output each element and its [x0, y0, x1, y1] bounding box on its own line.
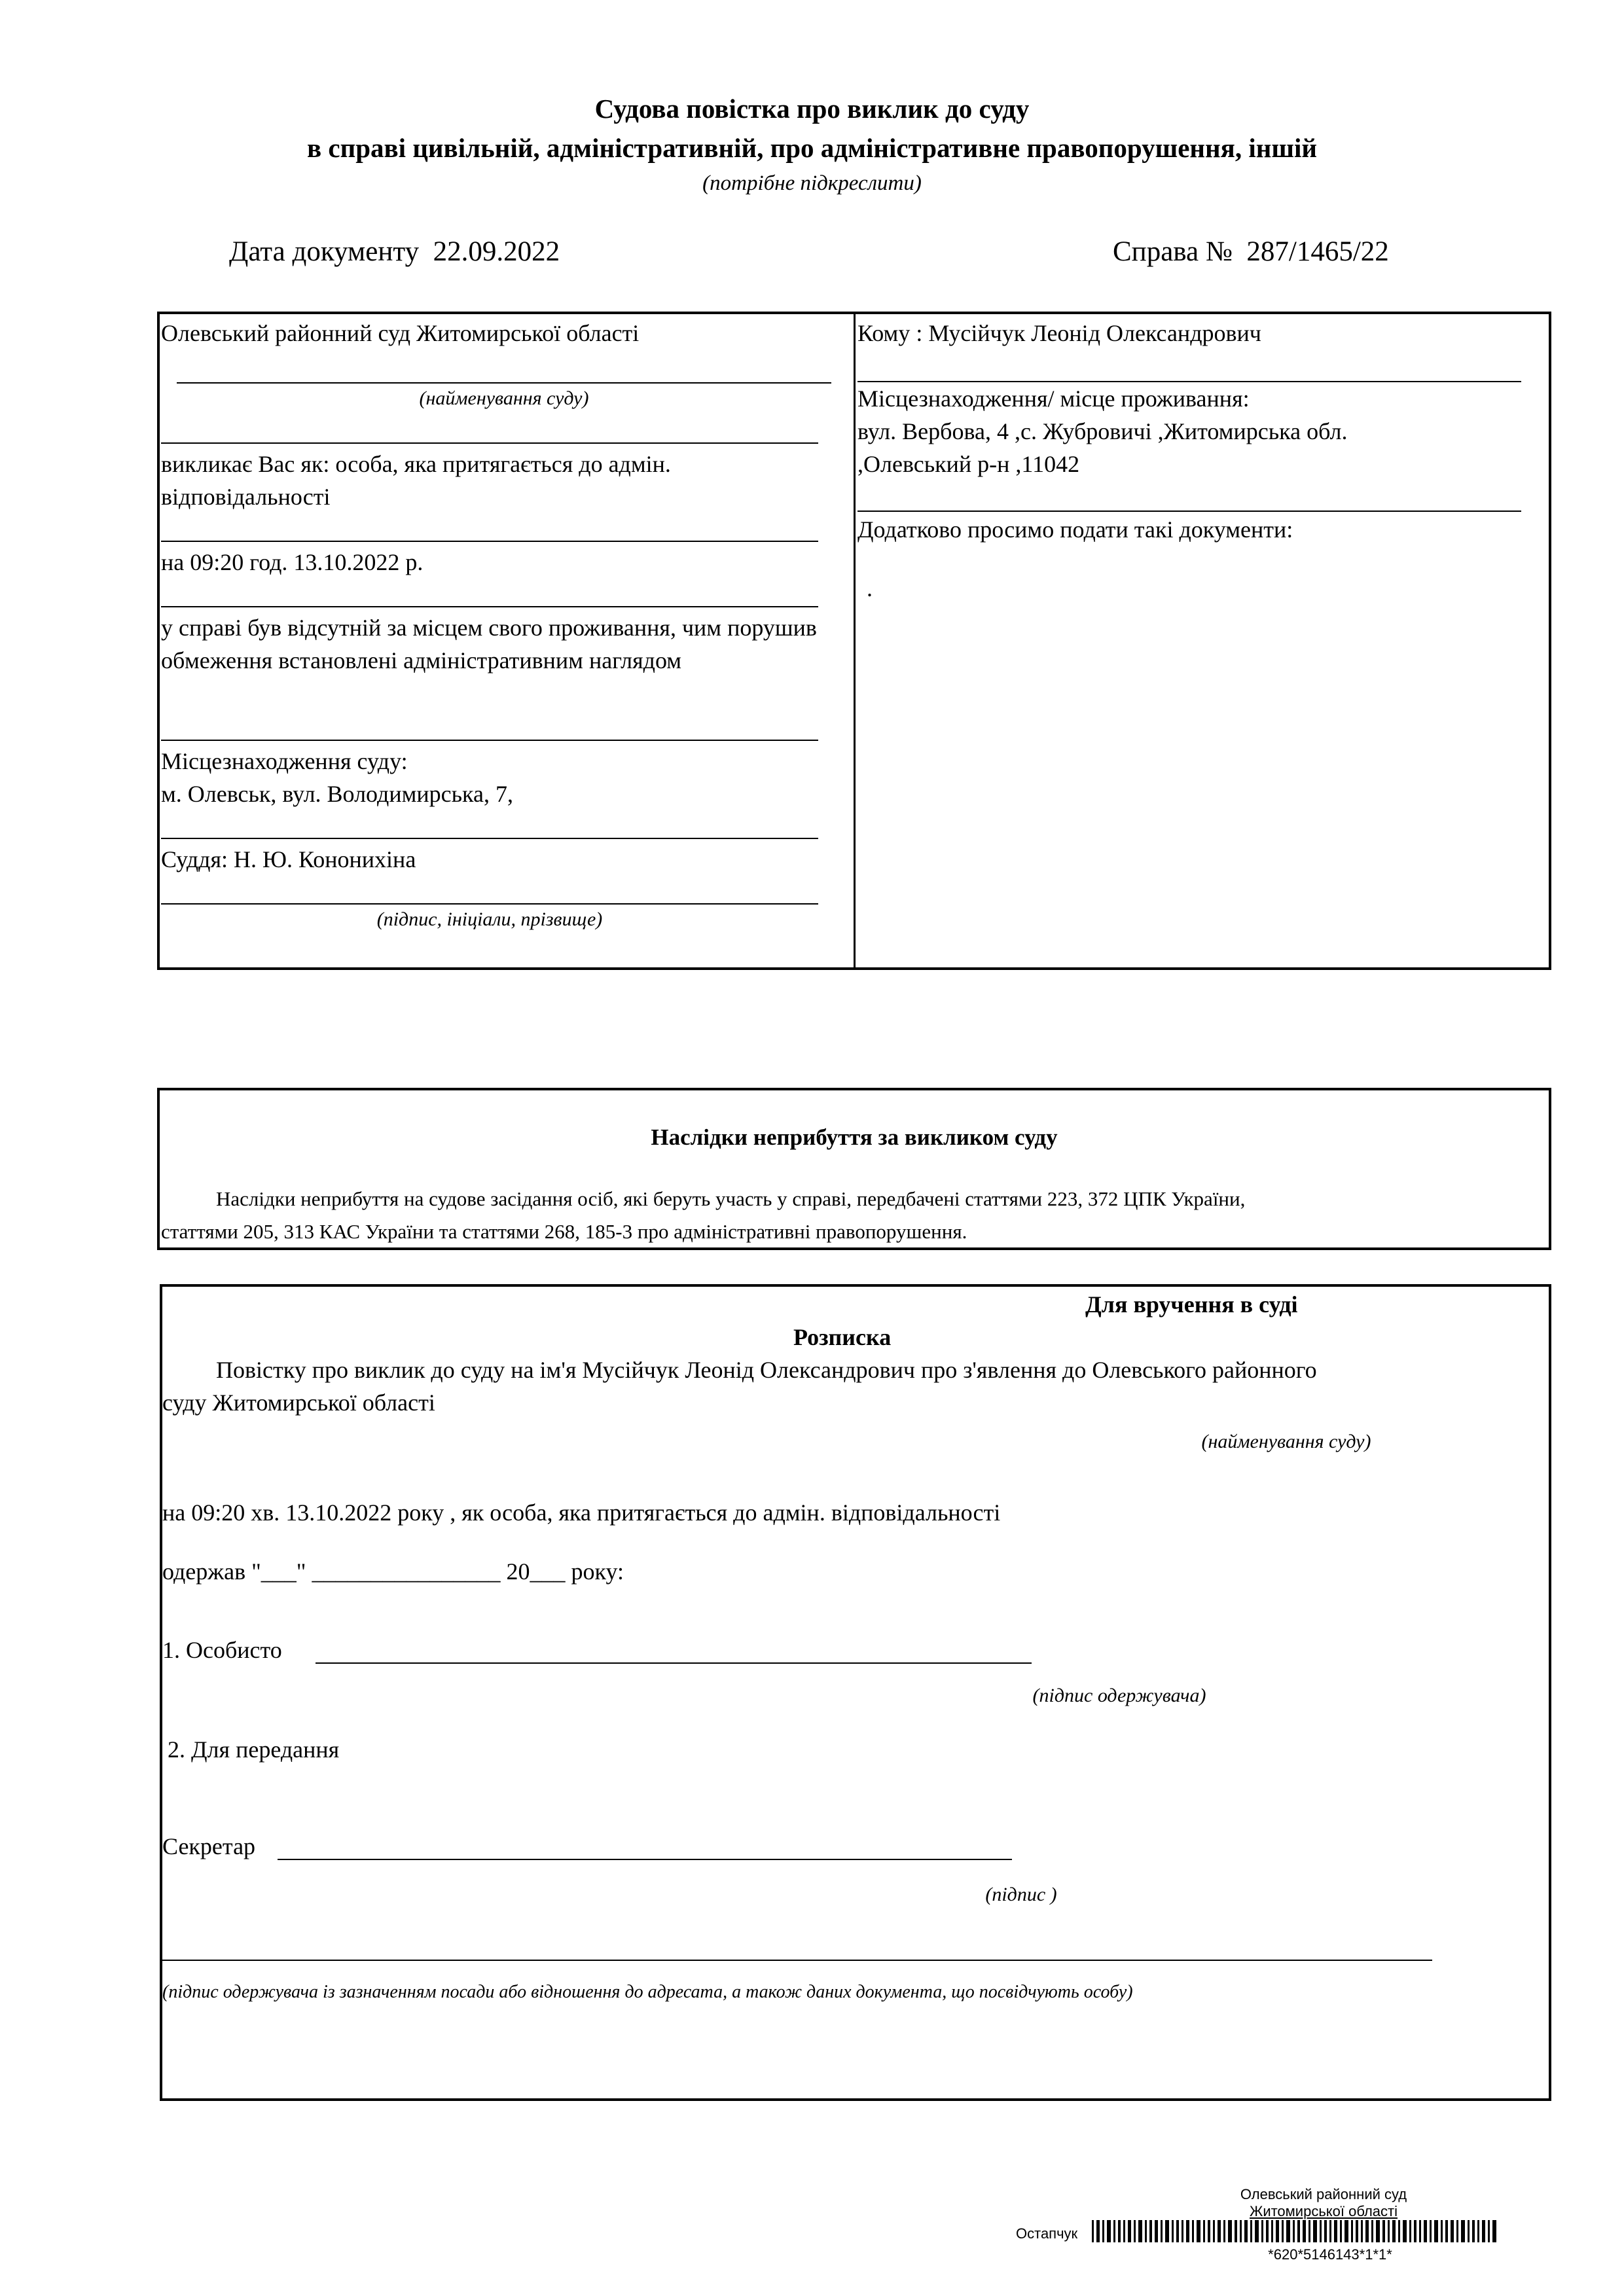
personal-signature-field[interactable] [316, 1662, 1032, 1664]
divider-line [161, 740, 818, 741]
receipt-time-line: на 09:20 хв. 13.10.2022 року , як особа, яка притягається до адмін. відповідальності [162, 1499, 1001, 1526]
divider-line [161, 903, 818, 905]
received-line: одержав "___" ________________ 20___ року: [162, 1558, 624, 1585]
recipient-signature-caption: (підпис одержувача із зазначенням посади або відношення до адресата, а також даних документа, що посвідчують особу) [162, 1982, 1133, 2002]
case-label: Справа № [1113, 236, 1233, 267]
divider-line [857, 511, 1521, 512]
divider-line [161, 606, 818, 607]
court-location-label: Місцезнаходження суду: [161, 748, 408, 774]
consequences-text-line2: статтями 205, 313 КАС України та статтями 268, 185-3 про адміністративні правопорушення. [161, 1220, 967, 1243]
address-label: Місцезнаходження/ місце проживання: [857, 386, 1250, 412]
divider-line [161, 838, 818, 839]
judge-sign-caption: (підпис, ініціали, прізвище) [376, 908, 603, 930]
document-date [229, 236, 560, 268]
transfer-label: 2. Для передання [168, 1736, 340, 1763]
address-line1: вул. Вербова, 4 ,с. Жубровичі ,Житомирська обл. [857, 418, 1348, 444]
date-value: 22.09.2022 [433, 236, 560, 267]
court-name-line [177, 382, 831, 384]
receipt-text-line1: Повістку про виклик до суду на ім'я Мусійчук Леонід Олександрович про з'явлення до Олевського районного [216, 1357, 1317, 1383]
receipt-title: Розписка [793, 1324, 892, 1350]
hearing-time: на 09:20 год. 13.10.2022 р. [161, 549, 424, 575]
for-court-delivery: Для вручення в суді [1085, 1291, 1298, 1318]
consequences-text-line1: Наслідки неприбуття на судове засідання осіб, які беруть участь у справі, передбачені статтями 223, 372 ЦПК України, [216, 1187, 1246, 1210]
personal-signature-caption: (підпис одержувача) [1032, 1685, 1206, 1706]
document-title: Судова повістка про виклик до суду [594, 94, 1030, 124]
divider-line [161, 442, 818, 444]
address-line2: ,Олевський р-н ,11042 [857, 451, 1080, 477]
court-location-value: м. Олевськ, вул. Володимирська, 7, [161, 781, 513, 807]
secretary-signature-caption: (підпис ) [985, 1884, 1057, 1905]
case-number [1113, 236, 1389, 268]
recipient-signature-field[interactable] [162, 1960, 1432, 1961]
court-name: Олевський районний суд Житомирської області [161, 320, 640, 346]
receipt-text-line2: суду Житомирської області [162, 1390, 435, 1416]
documents-value: . [867, 575, 873, 601]
document-subtitle: (потрібне підкреслити) [702, 171, 922, 195]
secretary-label: Секретар [162, 1833, 256, 1859]
secretary-signature-field[interactable] [278, 1859, 1012, 1860]
barcode [1092, 2220, 1563, 2242]
stamp-court-line2: Житомирської області [1250, 2203, 1398, 2219]
receipt-court-caption: (найменування суду) [1201, 1431, 1371, 1452]
summons-role: викликає Вас як: особа, яка притягається до адмін. відповідальності [161, 451, 671, 510]
case-value: 287/1465/22 [1246, 236, 1389, 267]
personal-label: 1. Особисто [162, 1637, 282, 1663]
case-description: у справі був відсутній за місцем свого проживання, чим порушив обмеження встановлені адміністративним наглядом [161, 615, 817, 673]
date-label: Дата документу [229, 236, 420, 267]
court-name-caption: (найменування суду) [419, 387, 589, 409]
documents-label: Додатково просимо подати такі документи: [857, 516, 1293, 543]
recipient: Кому : Мусійчук Леонід Олександрович [857, 320, 1261, 346]
judge-name: Суддя: Н. Ю. Кононихіна [161, 846, 416, 872]
table-divider [854, 312, 856, 970]
clerk-name: Остапчук [1016, 2225, 1078, 2242]
stamp-court-line1: Олевський районний суд [1240, 2186, 1407, 2202]
barcode-text: *620*5146143*1*1* [1268, 2246, 1392, 2263]
document-title-line2: в справі цивільній, адміністративній, про адміністративне правопорушення, іншій [307, 133, 1317, 163]
divider-line [161, 541, 818, 542]
consequences-title: Наслідки неприбуття за викликом суду [651, 1124, 1058, 1150]
